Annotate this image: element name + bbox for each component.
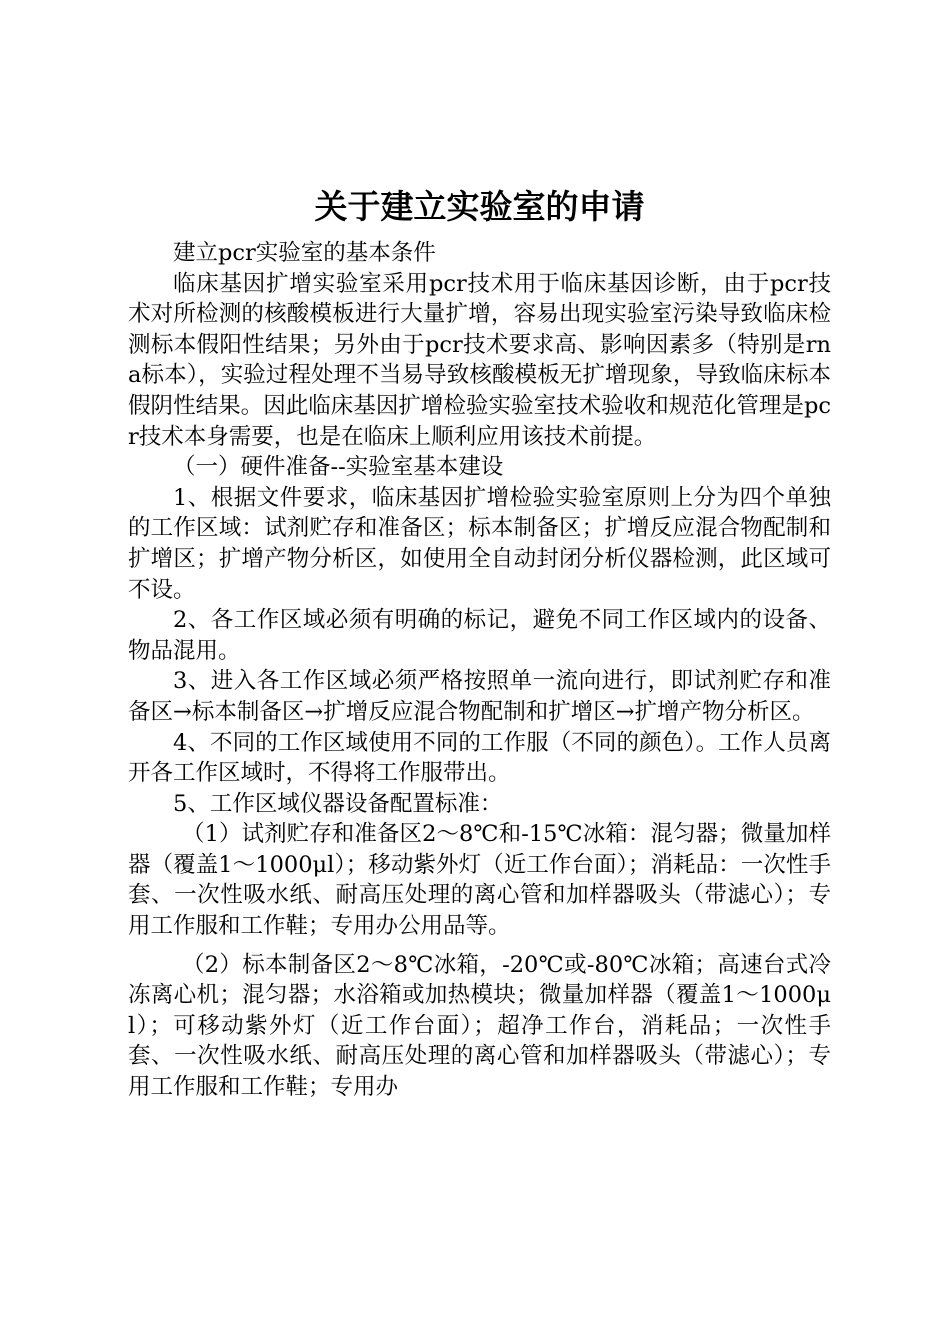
list-item-2: 2、各工作区域必须有明确的标记，避免不同工作区域内的设备、物品混用。 (128, 607, 831, 664)
list-item-5: 5、工作区域仪器设备配置标准： (173, 790, 503, 817)
list-item-3: 3、进入各工作区域必须严格按照单一流向进行，即试剂贮存和准备区→标本制备区→扩增反应混合物配制和扩增区→扩增产物分析区。 (128, 668, 831, 725)
list-item-4: 4、不同的工作区域使用不同的工作服（不同的颜色）。工作人员离开各工作区域时，不得将工作服带出。 (128, 729, 831, 787)
sub-item-1: （1）试剂贮存和准备区2～8℃和-15℃冰箱：混匀器；微量加样器（覆盖1～1000μl）；移动紫外灯（近工作台面）；消耗品：一次性手套、一次性吸水纸、耐高压处理的离心管和加样器吸头（带滤心）；专用工作服和工作鞋；专用办公用品等。 (128, 821, 831, 940)
intro-paragraph: 临床基因扩增实验室采用pcr技术用于临床基因诊断，由于pcr技术对所检测的核酸模板进行大量扩增，容易出现实验室污染导致临床检测标本假阳性结果；另外由于pcr技术要求高、影响因素多（特别是rna标本），实验过程处理不当易导致核酸模板无扩增现象，导致临床标本假阴性结果。因此临床基因扩增检验实验室技术验收和规范化管理是pcr技术本身需要，也是在临床上顺利应用该技术前提。 (128, 270, 831, 450)
document-title: 关于建立实验室的申请 (314, 187, 645, 226)
sub-item-2: （2）标本制备区2～8℃冰箱，-20℃或-80℃冰箱；高速台式冷冻离心机；混匀器；水浴箱或加热模块；微量加样器（覆盖1～1000μl）；可移动紫外灯（近工作台面）；超净工作台，消耗品；一次性手套、一次性吸水纸、耐高压处理的离心管和加样器吸头（带滤心）；专用工作服和工作鞋；专用办 (128, 951, 831, 1101)
document-body (128, 182, 831, 1103)
list-item-1: 1、根据文件要求，临床基因扩增检验实验室原则上分为四个单独的工作区域：试剂贮存和准备区；标本制备区；扩增反应混合物配制和扩增区；扩增产物分析区，如使用全自动封闭分析仪器检测，此区域可不设。 (128, 484, 831, 603)
section-heading-hardware: （一）硬件准备--实验室基本建设 (173, 454, 504, 481)
section-heading-pcr-conditions: 建立pcr实验室的基本条件 (173, 240, 436, 266)
